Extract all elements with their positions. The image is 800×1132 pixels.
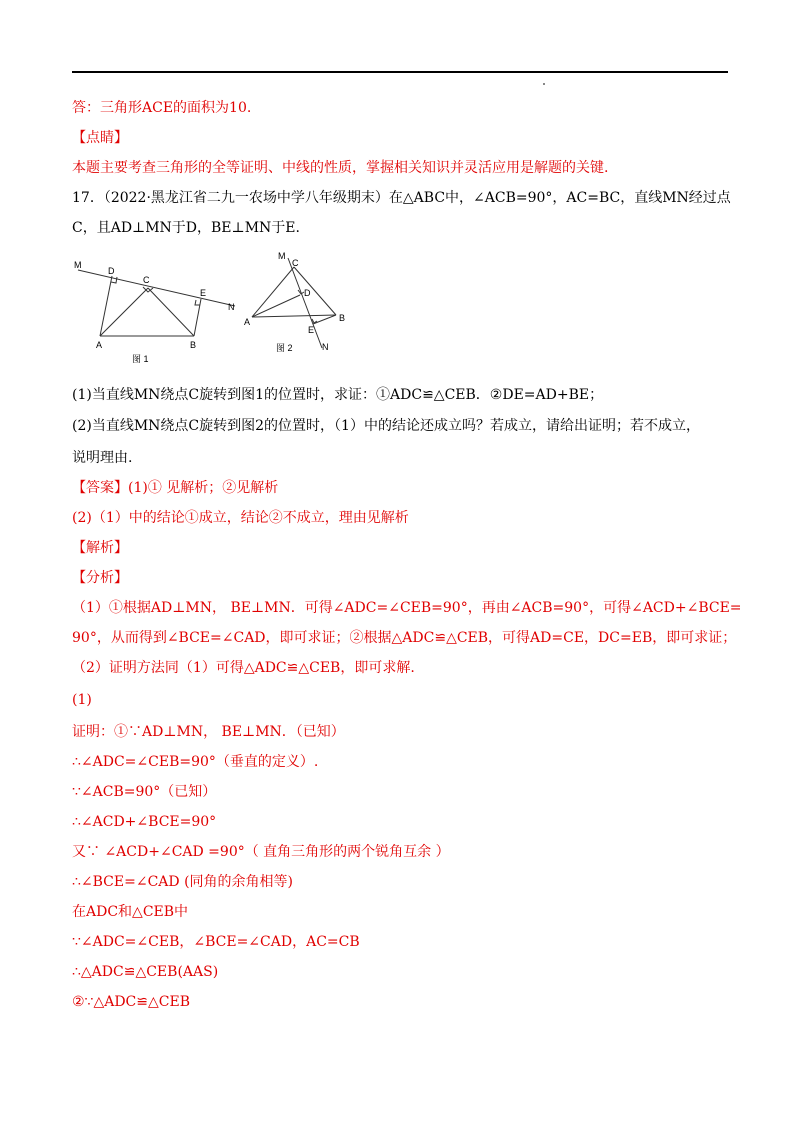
answer-heading: 【答案】(1)① 见解析；②见解析 [72, 480, 279, 496]
fig2-label-c: C [292, 258, 299, 268]
fig1-label-b: B [190, 340, 197, 350]
answer-line: 答：三角形ACE的面积为10. [72, 100, 252, 116]
proof-line: ∵∠ACB=90°（已知） [72, 784, 217, 800]
figure-1 [70, 258, 250, 368]
fenxi-heading: 【分析】 [72, 570, 128, 586]
figure-2 [238, 250, 358, 360]
fig1-caption: 图 1 [132, 354, 149, 364]
proof-line: 证明：①∵AD⊥MN， BE⊥MN．（已知） [72, 724, 345, 740]
problem-line-1: 17．（2022·黑龙江省二九一农场中学八年级期末）在△ABC中，∠ACB=90°，AC=BC，直线MN经过点 [72, 190, 731, 206]
proof-line: ∴∠ACD+∠BCE=90° [72, 814, 217, 830]
fig2-label-d: D [304, 288, 311, 298]
proof-line: ∵∠ADC=∠CEB，∠BCE=∠CAD，AC=CB [72, 934, 360, 950]
comment-heading: 【点睛】 [72, 130, 128, 146]
fig2-label-n: N [322, 342, 329, 352]
question-1: (1)当直线MN绕点C旋转到图1的位置时，求证：①ADC≌△CEB．②DE=AD+BE； [72, 387, 604, 403]
question-2-line-1: (2)当直线MN绕点C旋转到图2的位置时，（1）中的结论还成立吗？若成立，请给出证明；若不成立， [72, 418, 700, 434]
solution-label: (1) [72, 692, 92, 708]
answer-part-2: (2)（1）中的结论①成立，结论②不成立，理由见解析 [72, 510, 409, 526]
fig1-label-a: A [96, 340, 103, 350]
analysis-line-3: （2）证明方法同（1）可得△ADC≌△CEB，即可求解. [72, 660, 415, 676]
jiexi-heading: 【解析】 [72, 540, 128, 556]
fig2-label-e: E [308, 325, 315, 335]
analysis-line-2: 90°，从而得到∠BCE=∠CAD，即可求证；②根据△ADC≌△CEB，可得AD=CE，DC=EB，即可求证； [72, 630, 737, 646]
fig2-label-b: B [339, 313, 346, 323]
analysis-line-1: （1）①根据AD⊥MN， BE⊥MN．可得∠ADC=∠CEB=90°，再由∠ACB=90°，可得∠ACD+∠BCE= [72, 600, 742, 616]
proof-line: ∴∠BCE=∠CAD (同角的余角相等) [72, 874, 293, 890]
page-mark [543, 83, 545, 85]
question-2-line-2: 说明理由. [72, 450, 133, 466]
proof-line: ∴∠ADC=∠CEB=90°（垂直的定义）. [72, 754, 319, 770]
fig1-label-c: C [143, 275, 150, 285]
fig1-label-m: M [74, 260, 82, 270]
proof-line: ②∵△ADC≌△CEB [72, 994, 190, 1010]
comment-text: 本题主要考查三角形的全等证明、中线的性质，掌握相关知识并灵活应用是解题的关键. [72, 160, 609, 176]
problem-line-2: C，且AD⊥MN于D，BE⊥MN于E. [72, 220, 300, 236]
fig1-label-e: E [200, 288, 207, 298]
fig2-caption: 图 2 [276, 343, 293, 353]
proof-line: 又∵ ∠ACD+∠CAD =90°（ 直角三角形的两个锐角互余 ） [72, 844, 450, 860]
fig2-label-a: A [244, 317, 251, 327]
fig2-label-m: M [278, 251, 286, 261]
fig1-label-n: N [228, 302, 235, 312]
fig1-label-d: D [108, 266, 115, 276]
proof-line: 在ADC和△CEB中 [72, 904, 189, 920]
proof-line: ∴△ADC≌△CEB(AAS) [72, 964, 219, 980]
header-rule [72, 71, 728, 73]
